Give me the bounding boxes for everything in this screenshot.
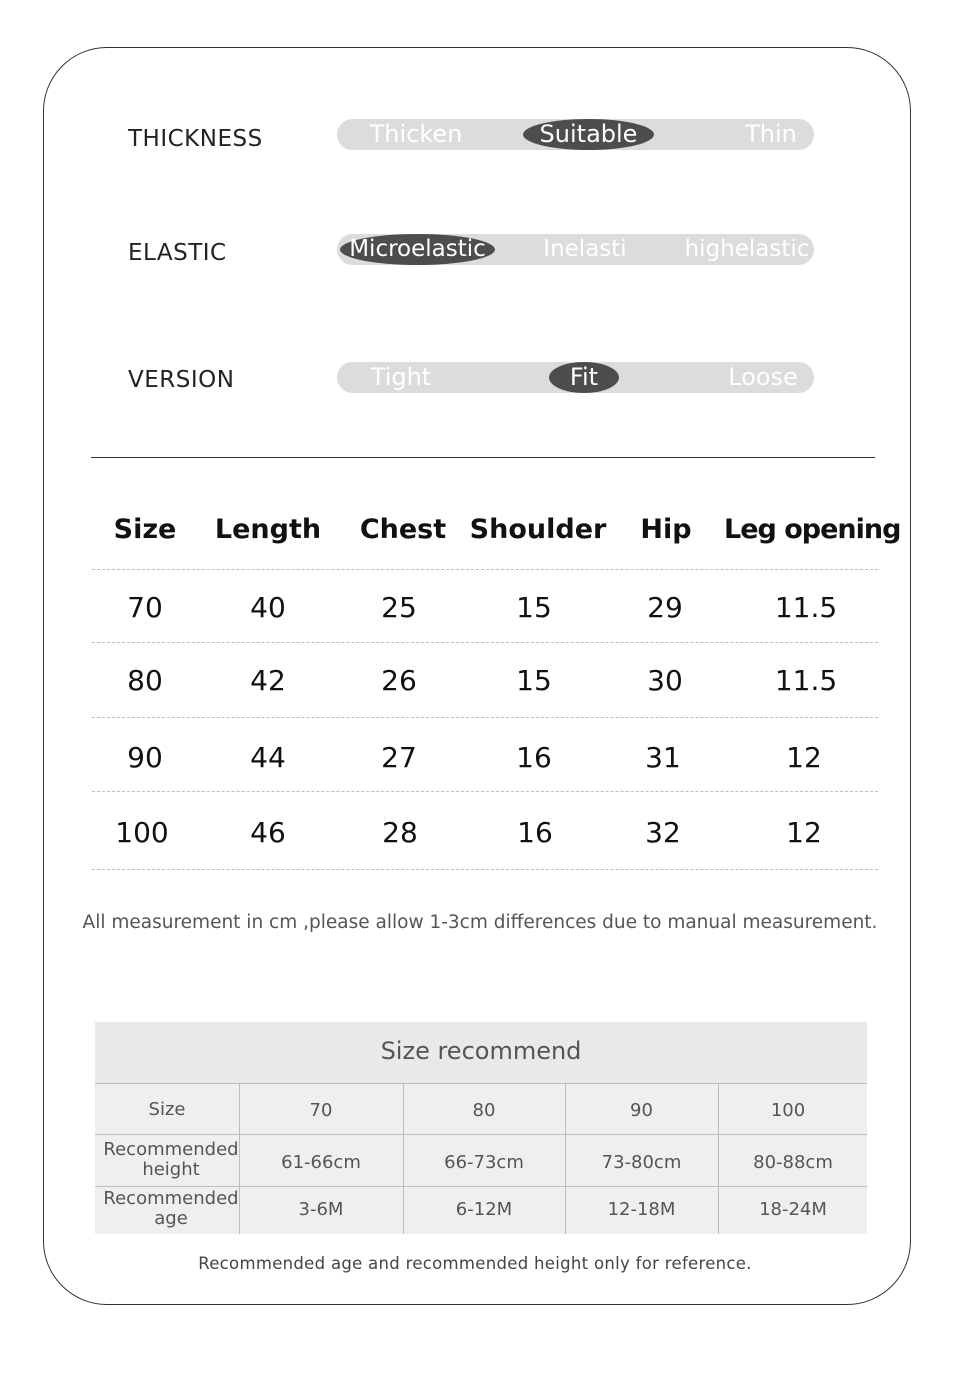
cell-shoulder: 16 (517, 816, 553, 849)
row-label-height: Recommended height (103, 1139, 239, 1180)
cell-hip: 30 (647, 664, 683, 697)
header-size: Size (113, 514, 177, 545)
header-length: Length (214, 514, 322, 545)
table-row (92, 719, 878, 793)
table-row (92, 794, 878, 868)
cell-length: 40 (250, 591, 286, 624)
cell-length: 44 (250, 741, 286, 774)
header-leg-opening: Leg opening (724, 514, 901, 545)
header-chest: Chest (359, 514, 447, 545)
cell-shoulder: 15 (516, 591, 552, 624)
scale-option: highelastic (684, 236, 810, 262)
cell-size: 100 (115, 816, 169, 849)
row-label-age: Recommended age (103, 1188, 239, 1229)
cell-length: 46 (250, 816, 286, 849)
rec-cell: 61-66cm (281, 1152, 361, 1173)
cell-chest: 27 (381, 741, 417, 774)
attribute-scale (337, 119, 814, 150)
size-recommend-table (95, 1022, 867, 1234)
cell-size: 70 (127, 591, 163, 624)
scale-option: Tight (370, 363, 432, 391)
cell-leg-opening: 11.5 (774, 591, 838, 624)
attribute-scale (337, 362, 814, 393)
cell-leg-opening: 12 (786, 741, 822, 774)
rec-cell: 90 (630, 1100, 653, 1121)
attribute-label: ELASTIC (128, 240, 227, 266)
cell-hip: 29 (647, 591, 683, 624)
section-divider (91, 457, 875, 458)
cell-leg-opening: 12 (786, 816, 822, 849)
rec-cell: 3-6M (298, 1199, 344, 1220)
measurement-table (92, 492, 901, 849)
rec-cell: 70 (309, 1100, 333, 1121)
rec-cell: 80-88cm (753, 1152, 833, 1173)
cell-chest: 28 (382, 816, 418, 849)
table-row (92, 569, 878, 643)
rec-cell: 12-18M (607, 1199, 676, 1220)
size-recommend-grid (95, 1083, 867, 1234)
rec-cell: 18-24M (759, 1199, 827, 1220)
scale-option-selected: Microelastic (340, 234, 495, 265)
cell-hip: 32 (645, 816, 681, 849)
table-row (92, 642, 878, 716)
cell-shoulder: 15 (516, 664, 552, 697)
attribute-label: VERSION (128, 367, 235, 393)
attribute-scale (337, 234, 814, 265)
scale-option: Thin (745, 120, 797, 148)
attribute-label: THICKNESS (128, 126, 263, 152)
rec-cell: 66-73cm (444, 1152, 524, 1173)
row-divider (92, 717, 878, 718)
table-header-row (92, 492, 901, 569)
grid-line (95, 1134, 867, 1135)
header-shoulder: Shoulder (469, 514, 607, 545)
cell-shoulder: 16 (516, 741, 552, 774)
cell-chest: 26 (381, 664, 417, 697)
grid-line (95, 1186, 867, 1187)
cell-length: 42 (250, 664, 286, 697)
row-divider (92, 791, 878, 792)
row-divider (92, 869, 878, 870)
scale-option: Loose (728, 363, 798, 391)
cell-size: 80 (127, 664, 163, 697)
reference-footnote: Recommended age and recommended height only for reference. (198, 1254, 752, 1273)
cell-size: 90 (127, 741, 163, 774)
row-label-size: Size (148, 1099, 186, 1120)
scale-option-selected: Fit (549, 362, 619, 393)
scale-option-selected: Suitable (523, 119, 654, 150)
grid-line (95, 1083, 867, 1084)
cell-hip: 31 (645, 741, 681, 774)
scale-option: Thicken (369, 120, 463, 148)
rec-cell: 6-12M (455, 1199, 513, 1220)
rec-cell: 80 (472, 1100, 496, 1121)
measurement-note: All measurement in cm ,please allow 1-3cm differences due to manual measurement. (82, 912, 878, 933)
rec-cell: 100 (770, 1100, 806, 1121)
cell-leg-opening: 11.5 (774, 664, 838, 697)
scale-option: Inelasti (543, 236, 627, 262)
header-hip: Hip (640, 514, 692, 545)
cell-chest: 25 (381, 591, 417, 624)
rec-cell: 73-80cm (601, 1152, 682, 1173)
size-recommend-title: Size recommend (95, 1022, 867, 1083)
